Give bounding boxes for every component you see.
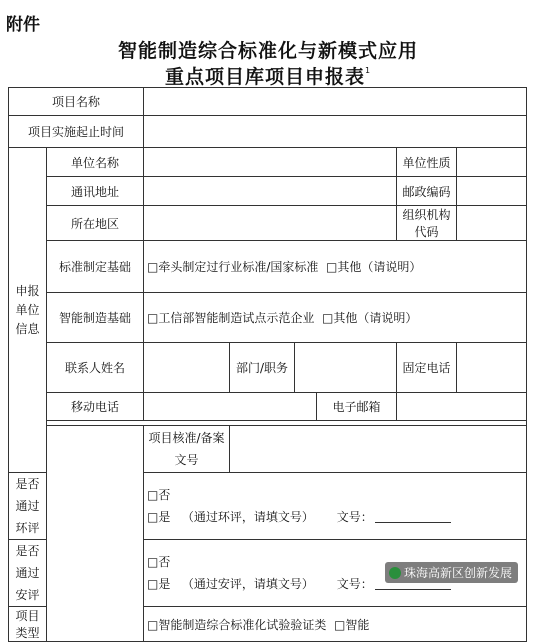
unit-name-field[interactable]: [144, 148, 397, 177]
std-option-other[interactable]: □其他（请说明）: [326, 260, 422, 274]
safety-doc-no-label: 文号：: [336, 577, 373, 591]
region-field[interactable]: [144, 206, 397, 241]
approval-doc-field[interactable]: [230, 426, 527, 473]
mfg-basis-label: 智能制造基础: [47, 293, 144, 343]
env-review-label: 是否通过环评: [9, 473, 47, 540]
postcode-label: 邮政编码: [397, 177, 457, 206]
form-title-line2-text: 重点项目库项目申报表: [164, 66, 365, 88]
row-std-basis: [9, 241, 527, 293]
project-period-field[interactable]: [144, 116, 527, 148]
watermark-text: 珠海高新区创新发展: [403, 566, 512, 580]
email-field[interactable]: [397, 393, 527, 421]
env-option-yes-line: [147, 506, 523, 528]
type-option-standardization[interactable]: □智能制造综合标准化试验验证类: [147, 617, 327, 632]
row-region: [9, 206, 527, 241]
env-doc-no-label: 文号：: [336, 510, 373, 524]
phone-label: 固定电话: [397, 343, 457, 393]
project-info-section: [47, 426, 144, 642]
row-approval-doc: [9, 426, 527, 473]
unit-nature-label: 单位性质: [397, 148, 457, 177]
std-basis-label: 标准制定基础: [47, 241, 144, 293]
title-footnote: 1: [364, 66, 372, 75]
mobile-field[interactable]: [144, 393, 317, 421]
approval-doc-label: 项目核准/备案文号: [144, 426, 230, 473]
mobile-label: 移动电话: [47, 393, 144, 421]
safety-fill-note: （通过安评，请填文号）: [181, 577, 314, 591]
section-applicant-label: 申报单位信息: [15, 283, 40, 336]
mfg-option-other[interactable]: □其他（请说明）: [322, 311, 418, 325]
row-mobile: [9, 393, 527, 421]
row-contact: [9, 343, 527, 393]
mfg-basis-options: [144, 293, 527, 343]
env-doc-no-field[interactable]: [375, 510, 451, 523]
form-title-line1: 智能制造综合标准化与新模式应用: [117, 40, 418, 62]
postcode-field[interactable]: [457, 177, 527, 206]
env-option-yes[interactable]: □是: [147, 510, 171, 524]
org-code-field[interactable]: [457, 206, 527, 241]
dept-title-field[interactable]: [295, 343, 397, 393]
row-mfg-basis: [9, 293, 527, 343]
application-form-table: [8, 87, 527, 642]
env-option-no[interactable]: □否: [147, 488, 171, 502]
project-type-label: 项目类型: [9, 607, 47, 642]
address-field[interactable]: [144, 177, 397, 206]
safety-option-no[interactable]: □否: [147, 555, 171, 569]
env-fill-note: （通过环评，请填文号）: [181, 510, 314, 524]
project-type-options: [144, 607, 527, 642]
row-project-period: [9, 116, 527, 148]
email-label: 电子邮箱: [317, 393, 397, 421]
form-title-line2: [0, 62, 536, 89]
row-address: [9, 177, 527, 206]
unit-nature-field[interactable]: [457, 148, 527, 177]
watermark-badge: [385, 562, 518, 583]
std-basis-options: [144, 241, 527, 293]
safety-review-label: 是否通过安评: [9, 540, 47, 607]
contact-name-field[interactable]: [144, 343, 230, 393]
unit-name-label: 单位名称: [47, 148, 144, 177]
wechat-logo-icon: [389, 567, 401, 579]
env-review-options: [144, 473, 527, 540]
org-code-label: 组织机构代码: [397, 206, 457, 241]
std-option-lead-standard[interactable]: □牵头制定过行业标准/国家标准: [147, 260, 319, 274]
phone-field[interactable]: [457, 343, 527, 393]
project-period-label: 项目实施起止时间: [9, 116, 144, 148]
type-option-intelligent[interactable]: □智能: [334, 617, 370, 632]
region-label: 所在地区: [47, 206, 144, 241]
annex-label: 附件: [6, 15, 40, 35]
safety-option-yes[interactable]: □是: [147, 577, 171, 591]
row-unit-name: [9, 148, 527, 177]
row-project-name: [9, 88, 527, 116]
dept-title-label: 部门/职务: [230, 343, 295, 393]
section-applicant-info: [9, 148, 47, 473]
project-name-field[interactable]: [144, 88, 527, 116]
contact-name-label: 联系人姓名: [47, 343, 144, 393]
mfg-option-pilot-enterprise[interactable]: □工信部智能制造试点示范企业: [147, 311, 315, 325]
address-label: 通讯地址: [47, 177, 144, 206]
project-name-label: 项目名称: [9, 88, 144, 116]
